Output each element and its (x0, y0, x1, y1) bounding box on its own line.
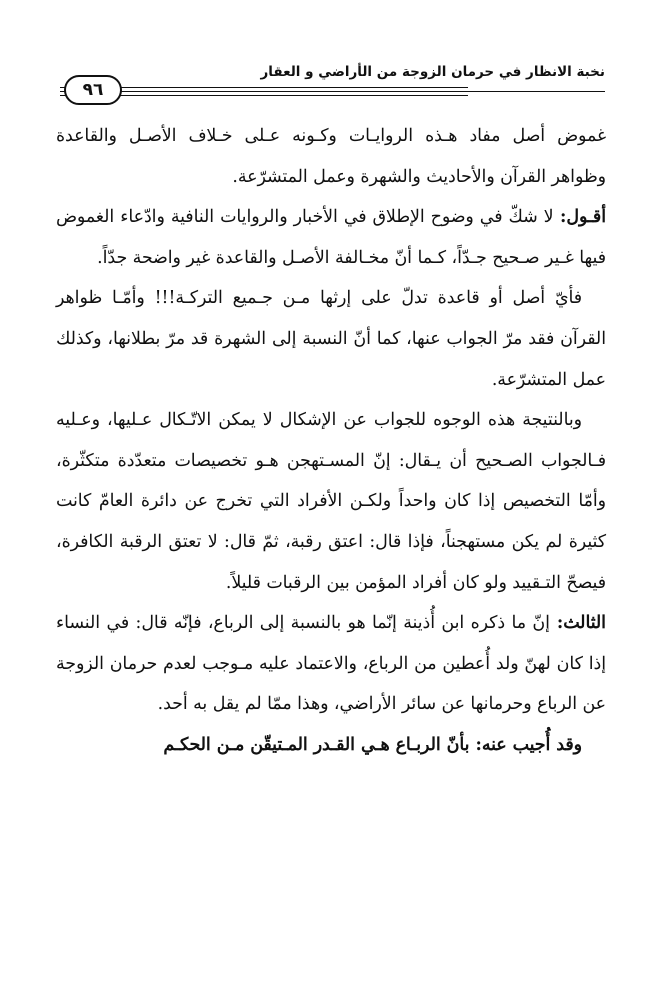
paragraph-lead: أقـول: (553, 207, 606, 228)
page-number: ٩٦ (64, 75, 122, 105)
paragraph (56, 400, 606, 603)
header-rule (60, 91, 605, 92)
paragraph-text: وقد أُجيب عنه: بأنّ الربـاع هـي القـدر المـتيقّن مـن الحكـم (163, 734, 582, 755)
running-header (60, 58, 605, 120)
paragraph-text: فأيّ أصل أو قاعدة تدلّ على إرثها مـن جـميع التركـة!!! وأمّـا ظواهر القرآن فقد مرّ الجواب عنها، كما أنّ النسبة إلى الشهرة قد مرّ بطلانها، وكذلك عمل المتشرّعة. (56, 288, 606, 390)
paragraph-text: غموض أصل مفاد هـذه الروايـات وكـونه عـلى خـلاف الأصـل والقاعدة وظواهر القرآن والأحاديث والشهرة وعمل المتشرّعة. (56, 126, 606, 187)
paragraph (56, 278, 606, 400)
header-rule (60, 95, 468, 96)
paragraph (56, 197, 606, 278)
paragraph (56, 603, 606, 725)
paragraph (56, 725, 606, 766)
paragraph-text: إنّ ما ذكره ابن أُذينة إنّما هو بالنسبة إلى الرباع، فإنّه قال: في النساء إذا كان لهنّ ولد أُعطين من الرباع، والاعتماد عليه مـوجب لعدم حرمان الزوجة عن الرباع وحرمانها عن سائر الأراضي، وهذا ممّا لم يقل به أحد. (56, 613, 606, 715)
paragraph-text: وبالنتيجة هذه الوجوه للجواب عن الإشكال لا يمكن الاتّـكال عـليها، وعـليه فـالجواب الصـحيح أن يـقال: إنّ المسـتهجن هـو تخصيصات متعدّدة متكثّرة، وأمّا التخصيص إذا كان واحداً ولكـن الأفراد التي تخرج عن دائرة العامّ كانت كثيرة لم يكن مستهجناً، فإذا قال: اعتق رقبة، ثمّ قال: لا تعتق الرقبة الكافرة، فيصحّ التـقييد ولو كان أفراد المؤمن بين الرقبات قليلاً. (56, 410, 606, 593)
paragraph-text: لا شكّ في وضوح الإطلاق في الأخبار والروايات النافية وادّعاء الغموض فيها غـير صـحيح جـدّاً، كـما أنّ مخـالفة الأصـل والقاعدة غير واضحة جدّاً. (56, 207, 606, 268)
running-title: نخبة الانظار في حرمان الزوجة من الأراضي و العقار (260, 64, 605, 80)
paragraph (56, 116, 606, 197)
body-text (56, 116, 606, 766)
paragraph-lead: الثالث: (549, 613, 606, 634)
